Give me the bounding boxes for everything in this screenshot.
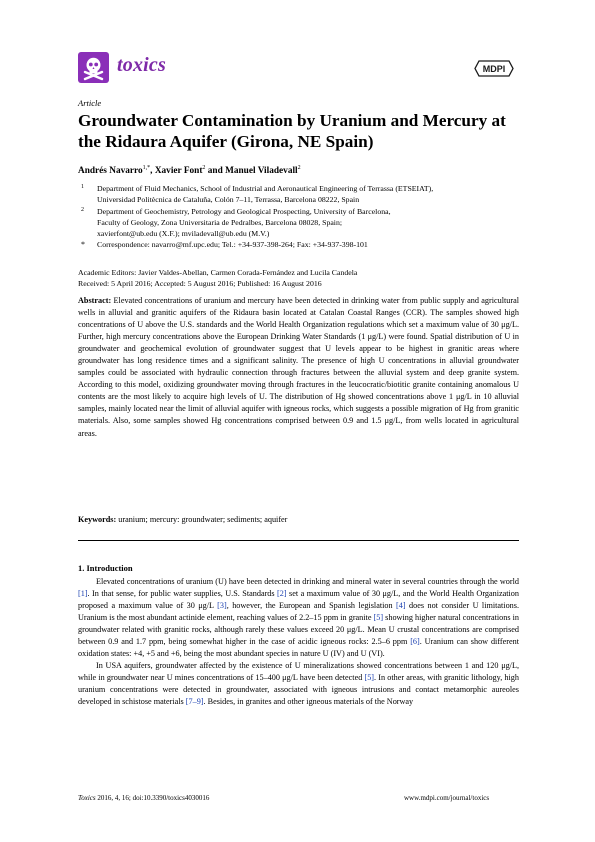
academic-editors: Academic Editors: Javier Valdes-Abellan, Carmen Corada-Fernández and Lucila Candela xyxy=(78,268,358,277)
journal-logo[interactable] xyxy=(78,52,109,83)
affiliation-line: Department of Geochemistry, Petrology and Geological Prospecting, University of Barcelona, xyxy=(97,206,391,216)
affiliation-item xyxy=(78,183,523,206)
citation-link[interactable]: [3] xyxy=(217,601,227,611)
skull-crossbones-icon xyxy=(78,52,109,83)
affiliation-emails[interactable]: xavierfont@ub.edu (X.F.); mviladevall@ub.edu (M.V.) xyxy=(97,229,270,239)
intro-body xyxy=(78,576,519,709)
footer-citation xyxy=(78,794,209,802)
paragraph-text: Elevated concentrations of uranium (U) have been detected in drinking and mineral water in several countries through the world xyxy=(96,577,519,586)
author-name[interactable]: Manuel Viladevall xyxy=(225,166,298,177)
mdpi-logo[interactable] xyxy=(474,60,514,77)
paragraph-text: In USA aquifers, groundwater affected by the existence of U mineralizations showed concentrations between 1 and 120 μg/L, while in groundwater near U mines concentrations of 15–400 μg/L have been detected xyxy=(78,661,519,683)
paragraph-text: . Uranium can show different oxidation states: +4, +5 and +6, being the most abundant species in nature U (IV) and U (VI). xyxy=(78,637,519,659)
author-affiliation-mark: 2 xyxy=(202,165,206,171)
keywords-text: uranium; mercury: groundwater; sediments; aquifer xyxy=(116,515,288,524)
paragraph-text: . Besides, in granites and other igneous materials of the Norway xyxy=(203,697,414,707)
affiliations xyxy=(78,183,523,251)
svg-text:MDPI: MDPI xyxy=(482,64,506,74)
citation-link[interactable]: [6] xyxy=(410,637,420,647)
editorial-info xyxy=(78,267,523,290)
citation-link[interactable]: [4] xyxy=(396,601,406,611)
paragraph-text: . In other areas, with granitic lithology, high uranium concentrations were detected in groundwater, associated with igneous intrusions and contact metamorphic aureoles developed in schistose materials xyxy=(78,673,519,707)
paragraph-text: showing higher natural concentrations in groundwater related with granitic rocks, although rarely these values exceed 20 μg/L. Mean U crustal concentrations are comprised between 0.9 and 1.7 ppm, being somewhat higher in the case of acidic igneous rocks: 2.5–6 ppm xyxy=(78,613,519,647)
paragraph-text: , however, the European and Spanish legislation xyxy=(226,601,397,611)
author-name[interactable]: Andrés Navarro xyxy=(78,166,143,177)
intro-paragraph xyxy=(78,660,519,708)
paragraph-text: does not consider U limitations. Uranium is the most abundant actinide element, reaching values of 2.2–15 ppm in granite xyxy=(78,601,519,623)
author-affiliation-mark: 1,* xyxy=(142,165,151,171)
correspondence-mark: * xyxy=(81,240,85,250)
keywords xyxy=(78,515,519,524)
author-name[interactable]: Xavier Font xyxy=(154,166,203,177)
affiliation-line: Department of Fluid Mechanics, School of Industrial and Aeronautical Engineering of Terrassa (ETSEIAT), xyxy=(97,184,434,193)
article-title: Groundwater Contamination by Uranium and Mercury at the Ridaura Aquifer (Girona, NE Spain) xyxy=(78,111,506,151)
footer-journal: Toxics xyxy=(78,794,96,802)
citation-link[interactable]: [7–9] xyxy=(185,697,204,707)
author-separator: , xyxy=(150,166,155,177)
section-heading: 1. Introduction xyxy=(78,563,133,573)
keywords-label: Keywords: xyxy=(78,515,117,524)
affiliation-item xyxy=(78,206,523,240)
publication-dates: Received: 5 April 2016; Accepted: 5 August 2016; Published: 16 August 2016 xyxy=(78,279,322,289)
journal-name[interactable]: toxics xyxy=(117,54,166,76)
abstract xyxy=(78,295,519,440)
author-list xyxy=(78,165,301,176)
mdpi-logo-icon xyxy=(474,60,514,77)
paragraph-text: set a maximum value of 30 μg/L, and the World Health Organization proposed a maximum value of 30 μg/L xyxy=(78,589,519,611)
footer-citation-details: 2016, 4, 16; doi:10.3390/toxics4030016 xyxy=(95,794,210,802)
affiliation-mark: 1 xyxy=(81,184,84,190)
article-type: Article xyxy=(78,98,102,108)
affiliation-mark: 2 xyxy=(81,206,84,213)
citation-link[interactable]: [5] xyxy=(373,613,384,623)
author-affiliation-mark: 2 xyxy=(297,165,301,171)
affiliation-line: Faculty of Geology, Zona Universitaria de Pedralbes, Barcelona 08028, Spain; xyxy=(97,217,343,227)
section-divider xyxy=(78,540,519,541)
correspondence-line[interactable]: Correspondence: navarro@mf.upc.edu; Tel.: +34-937-398-264; Fax: +34-937-398-101 xyxy=(97,240,368,250)
intro-paragraph xyxy=(78,576,519,660)
abstract-label: Abstract: xyxy=(78,296,112,305)
footer-url[interactable]: www.mdpi.com/journal/toxics xyxy=(404,794,490,802)
citation-link[interactable]: [2] xyxy=(277,589,287,599)
author-separator: and xyxy=(205,166,226,177)
affiliation-line: Universidad Politècnica de Cataluña, Colón 7–11, Terrassa, Barcelona 08222, Spain xyxy=(97,195,360,205)
paragraph-text: . In that sense, for public water supplies, U.S. Standards xyxy=(87,589,278,599)
abstract-text: Elevated concentrations of uranium and mercury have been detected in drinking water from public supply and agricultural wells in alluvial and granitic aquifers of the Ridaura basin located at Catalan Coastal Ranges (CCR). The samples showed high concentrations of U above the U.S. standards and the World Health Organization regulations which set a maximum value of 30 μg/L. Further, high mercury concentrations above the European Drinking Water Standards (1 μg/L) were found. Spatial distribution of U in groundwater and geochemical evolution of groundwater suggest that U levels appear to be highest in granitic areas where groundwater has long residence times and a significant salinity. The presence of high U concentrations in alluvial groundwater samples could be associated with hydraulic connection through fractures between the alluvial system and deep granite system. According to this model, oxidizing groundwater moving through fractures in the leucocratic/biotitic granite containing anomalous U contents are the most likely to acquire high levels of U. The distribution of Hg showed concentrations above 1 μg/L in 10 alluvial samples, mainly located near the limit of alluvial aquifer with igneous rocks, which suggests a possible migration of Hg from granitic materials. Also, some samples showed Hg concentrations comprised between 0.9 and 1.5 μg/L, from wells located in agricultural areas. xyxy=(78,296,519,438)
correspondence-item xyxy=(78,239,523,250)
citation-link[interactable]: [1] xyxy=(78,589,88,599)
citation-link[interactable]: [5] xyxy=(364,673,375,683)
